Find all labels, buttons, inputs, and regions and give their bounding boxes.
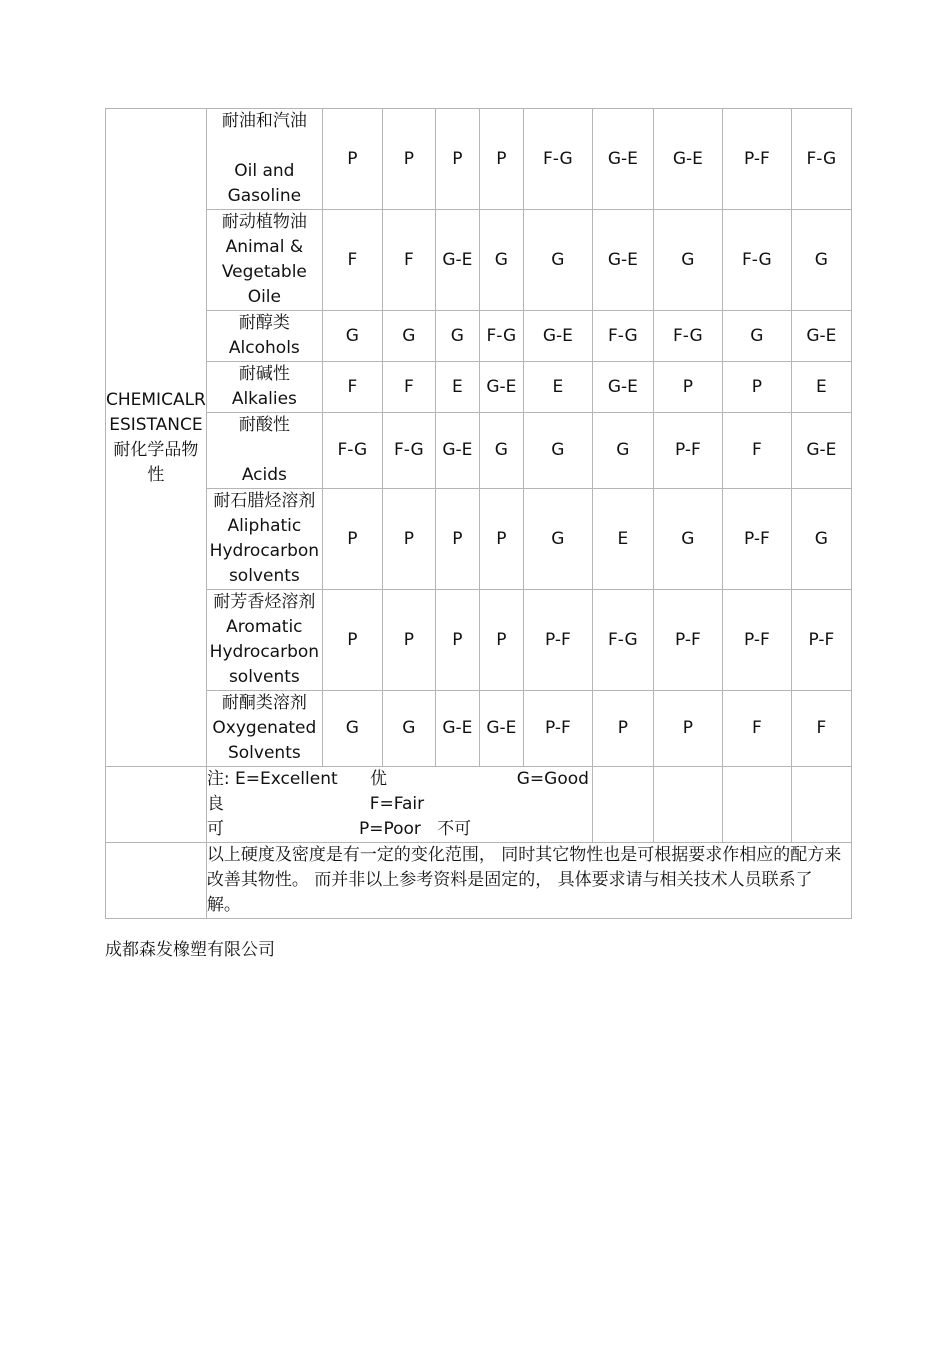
rating-cell: P <box>592 691 653 767</box>
property-zh: 耐酮类溶剂 <box>221 693 307 713</box>
rating-cell: F-G <box>382 413 435 489</box>
property-en: Solvents <box>227 743 301 763</box>
company-name: 成都森发橡塑有限公司 <box>105 940 275 960</box>
property-en: Acids <box>241 465 287 485</box>
rating-cell: G-E <box>523 311 592 362</box>
rating-cell: G <box>523 210 592 311</box>
property-zh: 耐动植物油 <box>221 212 307 232</box>
property-en: Hydrocarbon <box>209 642 320 662</box>
empty-cell <box>106 843 207 919</box>
property-cell <box>206 311 322 362</box>
rating-cell: F <box>322 210 382 311</box>
rating-cell: P <box>479 109 523 210</box>
property-zh: 耐酸性 <box>238 415 290 435</box>
property-cell <box>206 210 322 311</box>
property-cell <box>206 362 322 413</box>
legend-line: 良 F=Fair <box>206 794 425 814</box>
remark-row <box>106 843 852 919</box>
property-en: Oile <box>247 287 281 307</box>
rating-cell: G-E <box>479 691 523 767</box>
property-en: Alkalies <box>231 389 297 409</box>
rating-cell: F <box>382 362 435 413</box>
rating-cell: E <box>791 362 851 413</box>
category-cell <box>106 109 207 767</box>
rating-cell: G <box>791 489 851 590</box>
property-en: Aromatic <box>226 617 303 637</box>
rating-cell: F-G <box>653 311 722 362</box>
property-zh: 耐碱性 <box>238 364 290 384</box>
rating-cell: G <box>322 311 382 362</box>
rating-cell: G <box>322 691 382 767</box>
rating-cell: G-E <box>791 311 851 362</box>
remark-text: 以上硬度及密度是有一定的变化范围， 同时其它物性也是可根据要求作相应的配方来改善其物性。 而并非以上参考资料是固定的， 具体要求请与相关技术人员联系了解。 <box>206 843 851 919</box>
table-row <box>106 691 852 767</box>
category-zh: 耐化学品物性 <box>113 439 199 485</box>
property-en: solvents <box>228 667 300 687</box>
property-cell <box>206 590 322 691</box>
rating-cell: G <box>479 210 523 311</box>
rating-cell: G <box>653 210 722 311</box>
rating-cell: G <box>382 311 435 362</box>
category-en-part1: CHEMICALR <box>106 389 206 410</box>
rating-cell: P <box>653 362 722 413</box>
property-zh: 耐醇类 <box>238 313 290 333</box>
rating-cell: P-F <box>722 109 791 210</box>
property-en: Alcohols <box>228 338 300 358</box>
rating-cell: G-E <box>653 109 722 210</box>
rating-cell: P-F <box>653 413 722 489</box>
rating-cell: P <box>435 590 479 691</box>
rating-cell: P <box>382 489 435 590</box>
property-zh: 耐石腊烃溶剂 <box>213 491 316 511</box>
table-row <box>106 109 852 210</box>
rating-cell: G-E <box>435 210 479 311</box>
property-en: Aliphatic <box>227 516 302 536</box>
rating-cell: P-F <box>523 691 592 767</box>
property-en: Hydrocarbon <box>209 541 320 561</box>
rating-cell: F-G <box>592 590 653 691</box>
rating-cell: G <box>435 311 479 362</box>
property-zh: 耐油和汽油 <box>221 111 307 131</box>
property-cell <box>206 489 322 590</box>
empty-cell <box>592 767 653 843</box>
rating-cell: G <box>479 413 523 489</box>
rating-cell: G <box>523 489 592 590</box>
empty-cell <box>791 767 851 843</box>
rating-cell: F <box>322 362 382 413</box>
rating-cell: F-G <box>592 311 653 362</box>
rating-cell: G-E <box>592 109 653 210</box>
rating-cell: G-E <box>592 210 653 311</box>
property-en: Animal & <box>225 237 304 257</box>
rating-cell: F <box>791 691 851 767</box>
rating-cell: G-E <box>435 691 479 767</box>
table-row <box>106 311 852 362</box>
property-en: Gasoline <box>227 186 302 206</box>
rating-cell: P-F <box>722 590 791 691</box>
empty-cell <box>653 767 722 843</box>
rating-cell: G <box>592 413 653 489</box>
rating-cell: G-E <box>479 362 523 413</box>
rating-cell: F-G <box>523 109 592 210</box>
rating-cell: P <box>479 489 523 590</box>
property-en: Oil and <box>234 161 295 181</box>
rating-cell: G-E <box>435 413 479 489</box>
property-cell <box>206 413 322 489</box>
rating-cell: G <box>722 311 791 362</box>
rating-cell: G <box>653 489 722 590</box>
empty-cell <box>722 767 791 843</box>
rating-cell: G <box>523 413 592 489</box>
rating-cell: F <box>722 413 791 489</box>
rating-cell: P-F <box>523 590 592 691</box>
rating-cell: P-F <box>653 590 722 691</box>
rating-cell: P-F <box>791 590 851 691</box>
legend-line: 注: E=Excellent 优 G=Good <box>206 769 589 789</box>
rating-cell: P <box>722 362 791 413</box>
property-en: solvents <box>228 566 300 586</box>
rating-cell: P-F <box>722 489 791 590</box>
rating-cell: F-G <box>722 210 791 311</box>
property-cell <box>206 691 322 767</box>
table-row <box>106 489 852 590</box>
property-en: Oxygenated <box>212 718 317 738</box>
rating-cell: F-G <box>791 109 851 210</box>
rating-cell: P <box>322 489 382 590</box>
empty-cell <box>106 767 207 843</box>
rating-cell: F-G <box>322 413 382 489</box>
table-row <box>106 362 852 413</box>
legend-row <box>106 767 852 843</box>
table-row <box>106 413 852 489</box>
rating-cell: P <box>382 109 435 210</box>
rating-cell: P <box>322 590 382 691</box>
property-zh: 耐芳香烃溶剂 <box>213 592 316 612</box>
rating-cell: P <box>322 109 382 210</box>
category-en-part2: ESISTANCE <box>109 414 203 435</box>
property-en: Vegetable <box>221 262 307 282</box>
rating-cell: E <box>592 489 653 590</box>
property-cell <box>206 109 322 210</box>
rating-cell: E <box>523 362 592 413</box>
rating-cell: G-E <box>592 362 653 413</box>
rating-cell: G-E <box>791 413 851 489</box>
rating-cell: P <box>435 109 479 210</box>
table-row <box>106 590 852 691</box>
rating-cell: P <box>479 590 523 691</box>
rating-cell: F <box>382 210 435 311</box>
legend-note <box>206 767 592 843</box>
legend-line: 可 P=Poor 不可 <box>206 819 472 839</box>
rating-cell: P <box>382 590 435 691</box>
rating-cell: G <box>791 210 851 311</box>
rating-cell: F <box>722 691 791 767</box>
rating-cell: P <box>435 489 479 590</box>
rating-cell: P <box>653 691 722 767</box>
chemical-resistance-table <box>105 108 852 919</box>
table-row <box>106 210 852 311</box>
rating-cell: G <box>382 691 435 767</box>
rating-cell: E <box>435 362 479 413</box>
rating-cell: F-G <box>479 311 523 362</box>
